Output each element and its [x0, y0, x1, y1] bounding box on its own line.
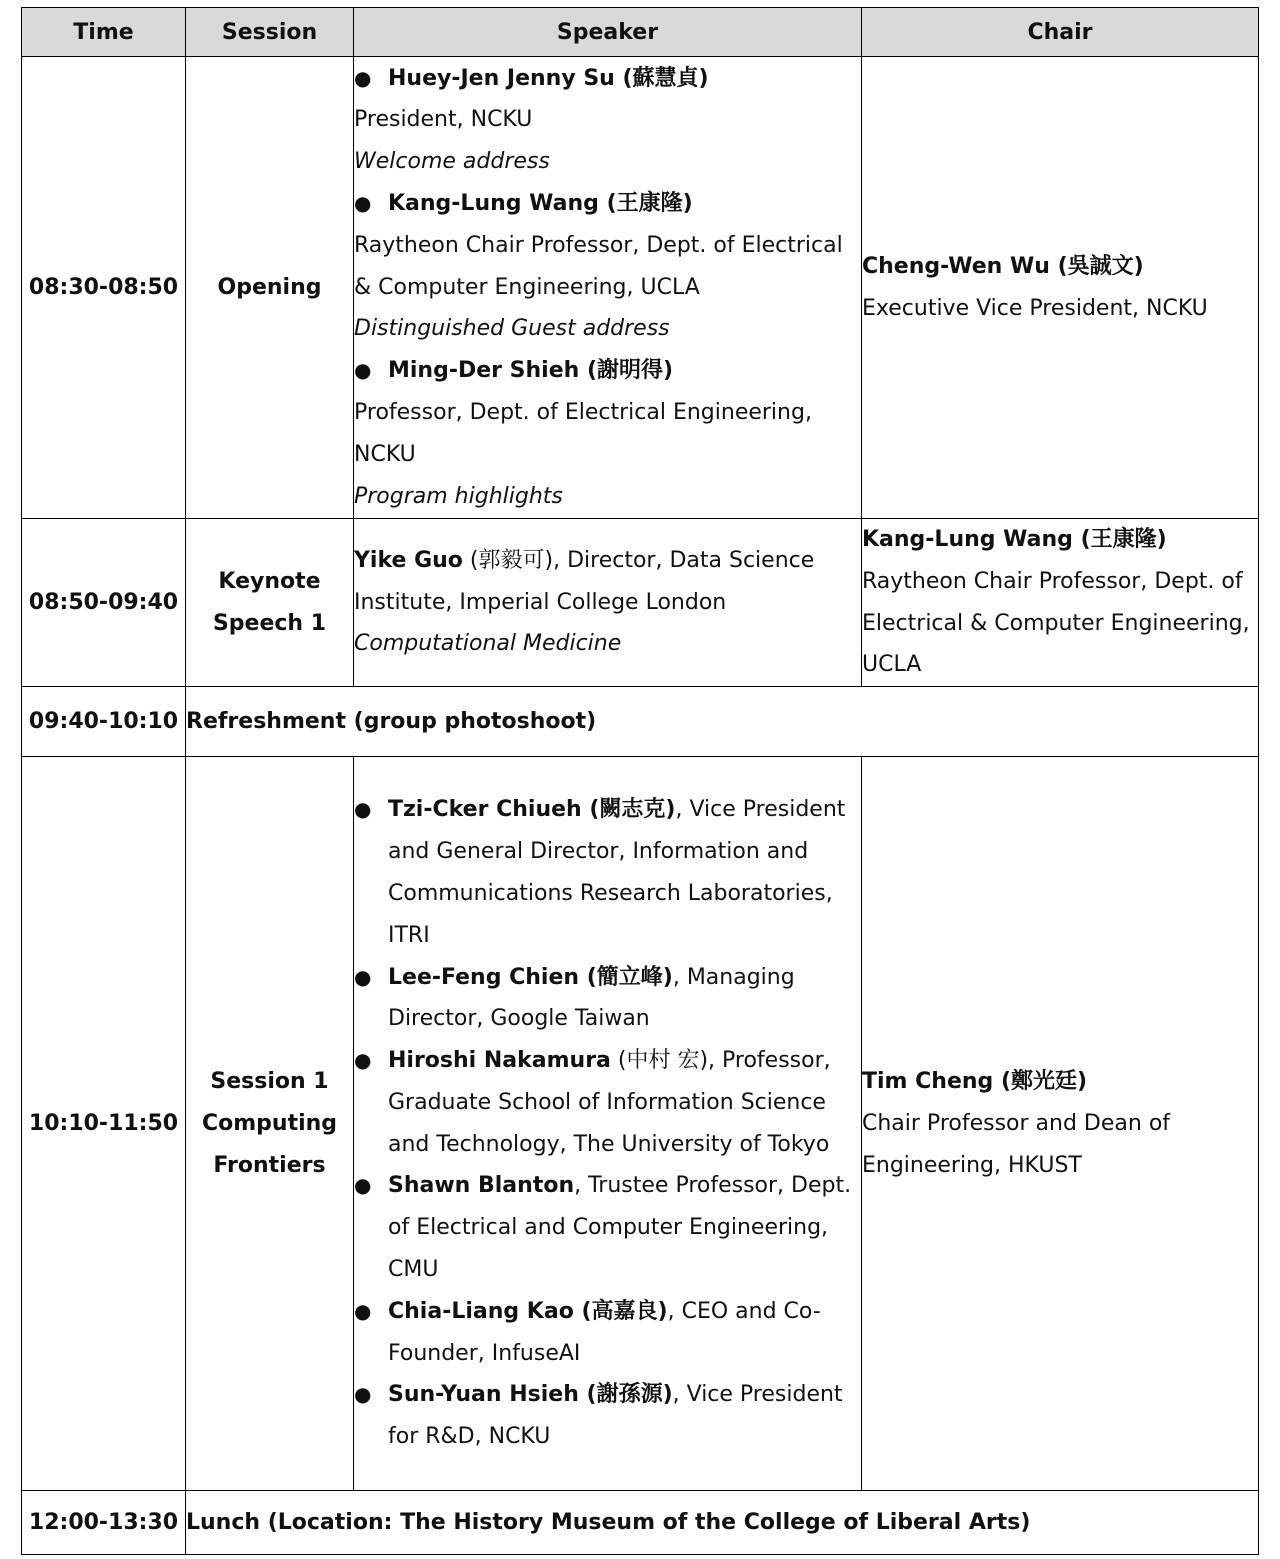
- chair-cjk-name: (吳誠文): [1049, 253, 1144, 279]
- session-line: Computing: [201, 1110, 338, 1136]
- speaker-item: [354, 1374, 861, 1458]
- speaker-name: Lee-Feng Chien: [388, 964, 580, 990]
- speaker-affiliation: , Professor, Graduate School of Information Science and Technology, The University of Tokyo: [388, 1048, 831, 1157]
- table-row: [22, 519, 1259, 687]
- chair-title: Executive Vice President, NCKU: [862, 295, 1208, 321]
- chair-title: Chair Professor and Dean of Engineering, HKUST: [862, 1110, 1171, 1178]
- speaker-cell: [354, 757, 862, 1491]
- speaker-title: President, NCKU: [354, 107, 533, 133]
- speaker-name: Huey-Jen Jenny Su: [388, 65, 615, 91]
- speaker-cjk-name: (闕志克): [581, 797, 676, 823]
- chair-name: Cheng-Wen Wu: [862, 253, 1050, 279]
- speaker-cjk-name: (郭毅可): [462, 547, 554, 573]
- session-cell: [186, 519, 354, 687]
- speaker-note: Computational Medicine: [354, 631, 622, 657]
- speaker-name: Yike Guo: [354, 547, 463, 573]
- speaker-cjk-name: (謝孫源): [578, 1382, 673, 1408]
- speaker-cell: [354, 519, 862, 687]
- break-cell: Lunch (Location: The History Museum of the College of Liberal Arts): [186, 1491, 1259, 1555]
- speaker-affiliation: , Vice President for R&D, NCKU: [388, 1382, 843, 1450]
- speaker-item: [354, 58, 861, 100]
- header-session: Session: [186, 8, 354, 57]
- chair-name: Tim Cheng: [862, 1068, 994, 1094]
- chair-cell: [862, 57, 1259, 519]
- session-cell: [186, 757, 354, 1491]
- session-line: Session 1: [210, 1068, 329, 1094]
- chair-name: Kang-Lung Wang: [862, 527, 1073, 552]
- session-line: Speech 1: [212, 610, 327, 636]
- time-cell: 09:40-10:10: [22, 687, 186, 757]
- speaker-cjk-name: (王康隆): [598, 191, 693, 216]
- session-cell: Opening: [186, 57, 354, 519]
- time-cell: 08:30-08:50: [22, 57, 186, 519]
- speaker-affiliation: , CEO and Co-Founder, InfuseAI: [388, 1298, 821, 1366]
- speaker-cjk-name: (謝明得): [579, 358, 674, 384]
- speaker-item: [354, 957, 861, 1041]
- table-row: [22, 1491, 1259, 1555]
- session-line: Keynote: [218, 568, 321, 594]
- chair-cjk-name: (王康隆): [1072, 527, 1167, 552]
- speaker-cell: [354, 57, 862, 519]
- speaker-note: Distinguished Guest address: [354, 316, 670, 342]
- chair-cell: [862, 757, 1259, 1491]
- speaker-name: Tzi-Cker Chiueh: [388, 797, 582, 823]
- chair-cjk-name: (鄭光廷): [993, 1068, 1088, 1094]
- header-speaker: Speaker: [354, 8, 862, 57]
- speaker-item: [354, 1291, 861, 1375]
- speaker-affiliation: , Director, Data Science Institute, Imperial College London: [354, 547, 815, 615]
- break-cell: Refreshment (group photoshoot): [186, 687, 1259, 757]
- speaker-note: Welcome address: [354, 149, 550, 175]
- header-chair: Chair: [862, 8, 1259, 57]
- speaker-name: Kang-Lung Wang: [388, 191, 599, 216]
- speaker-item: [354, 1165, 861, 1290]
- speaker-item: [354, 1040, 861, 1165]
- session-line: Frontiers: [213, 1152, 326, 1178]
- speaker-cjk-name: (簡立峰): [579, 964, 673, 990]
- speaker-item: [354, 183, 861, 225]
- speaker-affiliation: , Trustee Professor, Dept. of Electrical and Computer Engineering, CMU: [388, 1173, 852, 1283]
- speaker-name: Sun-Yuan Hsieh: [388, 1382, 579, 1408]
- time-cell: 08:50-09:40: [22, 519, 186, 687]
- time-cell: 10:10-11:50: [22, 757, 186, 1491]
- header-time: Time: [22, 8, 186, 57]
- speaker-cjk-name: (蘇慧貞): [614, 65, 709, 91]
- speaker-name: Ming-Der Shieh: [388, 358, 580, 384]
- chair-cell: [862, 519, 1259, 687]
- speaker-title: Professor, Dept. of Electrical Engineering, NCKU: [354, 399, 812, 467]
- table-row: [22, 757, 1259, 1491]
- speaker-item: [354, 350, 861, 392]
- speaker-name: Shawn Blanton: [388, 1173, 575, 1199]
- speaker-item: [354, 789, 861, 956]
- speaker-name: Chia-Liang Kao: [388, 1298, 574, 1324]
- speaker-cjk-name: (高嘉良): [573, 1298, 668, 1324]
- table-row: [22, 57, 1259, 519]
- speaker-cjk-name: (中村 宏): [610, 1048, 709, 1074]
- agenda-table: [21, 7, 1259, 1555]
- header-row: [22, 8, 1259, 57]
- speaker-title: Raytheon Chair Professor, Dept. of Electrical & Computer Engineering, UCLA: [354, 232, 843, 300]
- table-row: [22, 687, 1259, 757]
- speaker-affiliation: , Vice President and General Director, Information and Communications Research Laboratories, ITRI: [388, 797, 846, 948]
- speaker-affiliation: , Managing Director, Google Taiwan: [388, 964, 795, 1032]
- speaker-note: Program highlights: [354, 483, 563, 509]
- chair-title: Raytheon Chair Professor, Dept. of Electrical & Computer Engineering, UCLA: [862, 568, 1250, 678]
- speaker-name: Hiroshi Nakamura: [388, 1048, 611, 1074]
- time-cell: 12:00-13:30: [22, 1491, 186, 1555]
